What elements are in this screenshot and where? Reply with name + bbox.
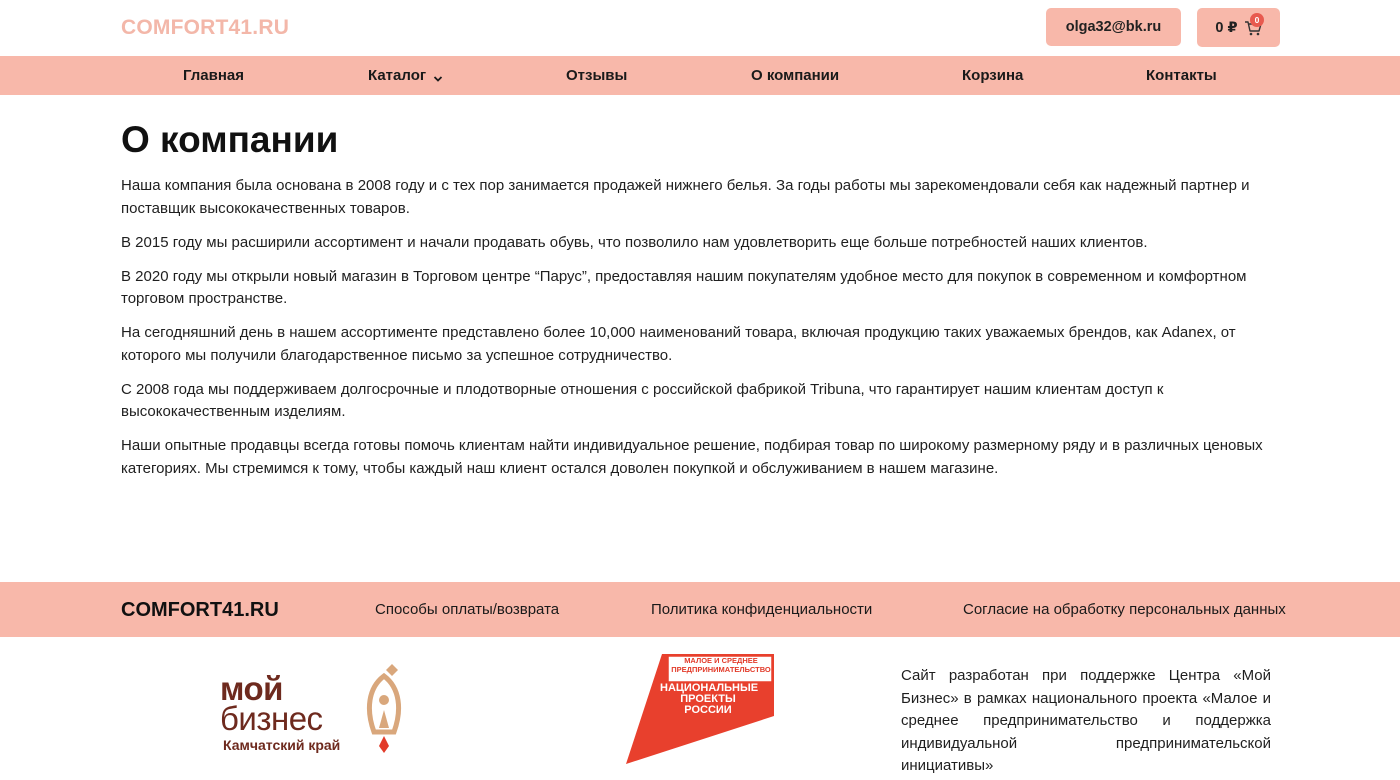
footer-link-data-consent[interactable]: Согласие на обработку персональных данных [963, 601, 1286, 618]
nav-item-home[interactable]: Главная [183, 67, 245, 84]
nav-item-contacts[interactable]: Контакты [1146, 67, 1217, 84]
footer-link-payment-returns[interactable]: Способы оплаты/возврата [375, 601, 560, 618]
footer-link-privacy-policy[interactable]: Политика конфиденциальности [651, 601, 873, 618]
cart-count-badge: 0 [1250, 13, 1264, 27]
top-header [0, 0, 1400, 56]
nav-item-catalog[interactable] [368, 56, 443, 95]
moy-biznes-line1: мой [220, 670, 283, 707]
about-paragraph: Наши опытные продавцы всегда готовы помочь клиентам найти индивидуальное решение, подбирая товар по широкому размерному ряду и в различных ценовых категориях. Мы стремимся к тому, чтобы каждый наш клиент остался доволен покупкой и обслуживанием в нашем магазине. [121, 437, 1263, 477]
cart-total: 0 ₽ [1215, 19, 1238, 36]
nav-item-catalog-label: Каталог [368, 67, 427, 84]
rocket-icon [356, 662, 412, 754]
about-paragraph: На сегодняшний день в нашем ассортименте представлено более 10,000 наименований товара, включая продукцию таких уважаемых брендов, как Adanex, от которого мы получили благодарственное письмо за успешное сотрудничество. [121, 324, 1236, 364]
chevron-down-icon [433, 71, 443, 81]
moy-biznes-region: Камчатский край [223, 737, 341, 753]
account-button[interactable]: olga32@bk.ru [1046, 8, 1181, 46]
footer-bar [0, 582, 1400, 637]
support-notice: Сайт разработан при поддержке Центра «Мой Бизнес» в рамках национального проекта «Малое и среднее предпринимательство и поддержка индивидуальной предпринимательской инициативы» [901, 667, 1271, 774]
national-projects-main-text: НАЦИОНАЛЬНЫЕ ПРОЕКТЫ РОССИИ [660, 682, 759, 716]
national-projects-top-text: МАЛОЕ И СРЕДНЕЕ ПРЕДПРИНИМАТЕЛЬСТВО [671, 656, 771, 674]
moy-biznes-line2: бизнес [220, 700, 323, 737]
about-paragraph: В 2015 году мы расширили ассортимент и начали продавать обувь, что позволило нам удовлетворить еще больше потребностей наших клиентов. [121, 233, 1148, 251]
footer-logo[interactable]: COMFORT41.RU [121, 599, 279, 621]
cart-button[interactable] [1197, 8, 1280, 47]
page-title: О компании [121, 119, 339, 160]
about-paragraph: Наша компания была основана в 2008 году и с тех пор занимается продажей нижнего белья. За годы работы мы зарекомендовали себя как надежный партнер и поставщик высококачественных товаров. [121, 177, 1250, 217]
about-content [121, 175, 1281, 492]
about-paragraph: В 2020 году мы открыли новый магазин в Торговом центре “Парус”, предоставляя нашим покупателям удобное место для покупок в современном и комфортном торговом пространстве. [121, 267, 1247, 307]
site-logo[interactable]: COMFORT41.RU [121, 16, 290, 39]
nav-item-cart[interactable]: Корзина [962, 67, 1024, 84]
about-paragraph: С 2008 года мы поддерживаем долгосрочные и плодотворные отношения с российской фабрикой Tribuna, что гарантирует нашим клиентам доступ к высококачественным изделиям. [121, 380, 1164, 420]
nav-item-about[interactable]: О компании [751, 67, 840, 84]
main-navigation [0, 56, 1400, 95]
moy-biznes-logo [220, 660, 420, 760]
nav-item-reviews[interactable]: Отзывы [566, 67, 628, 84]
